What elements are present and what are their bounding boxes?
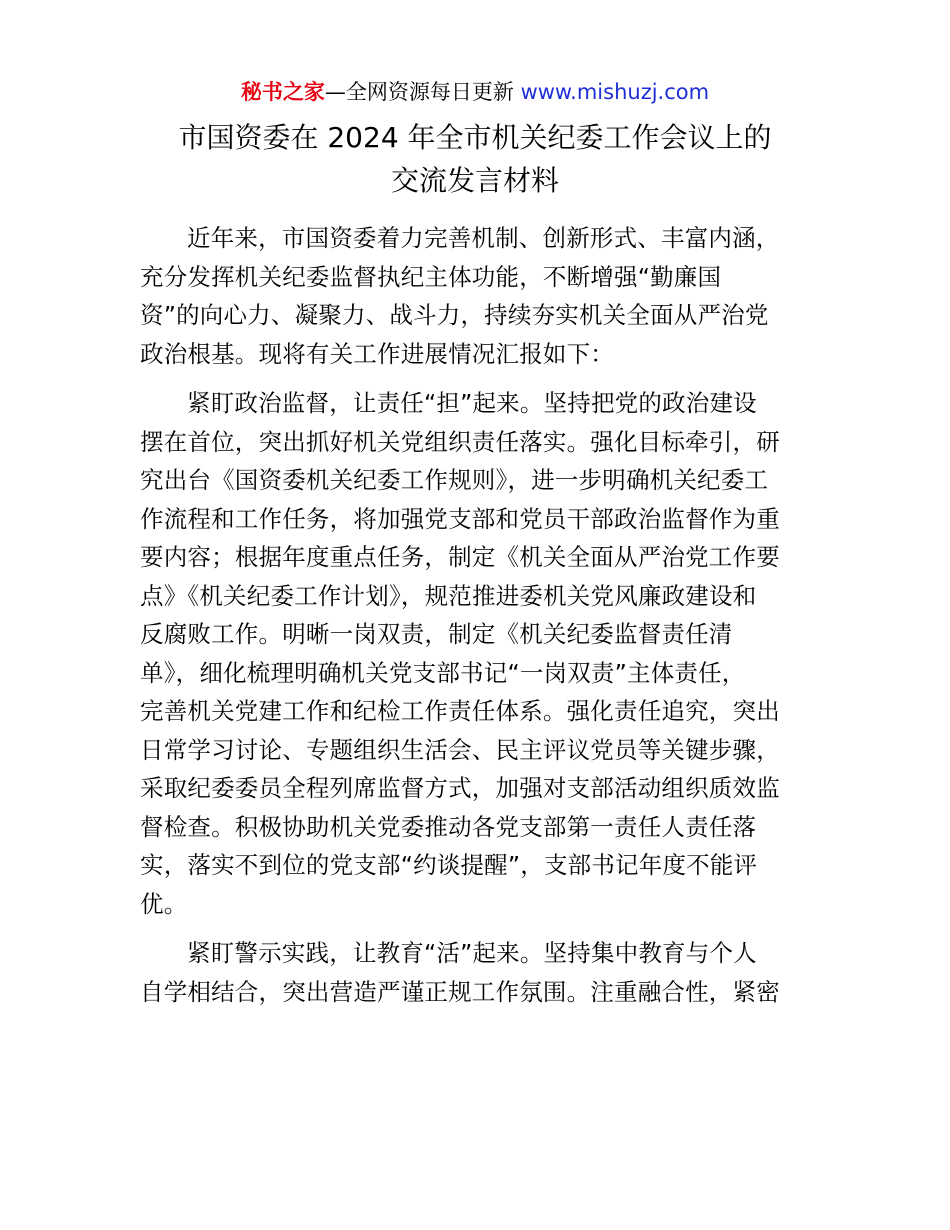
text-line: 督检查。积极协助机关党委推动各党支部第一责任人责任落 (140, 812, 757, 841)
text-line: 政治根基。现将有关工作进展情况汇报如下： (140, 339, 614, 368)
site-url-link[interactable]: www.mishuzj.com (520, 80, 710, 104)
text-line: 要内容；根据年度重点任务，制定《机关全面从严治党工作要 (140, 543, 780, 571)
paragraph-warning-education (140, 934, 812, 1011)
text-line: 摆在首位，突出抓好机关党组织责任落实。强化目标牵引，研 (140, 427, 780, 456)
text-line: 究出台《国资委机关纪委工作规则》，进一步明确机关纪委工 (140, 466, 769, 494)
paragraph-political-supervision (140, 384, 812, 923)
text-line: 反腐败工作。明晰一岗双责，制定《机关纪委监督责任清 (140, 620, 733, 648)
text-line: 充分发挥机关纪委监督执纪主体功能，不断增强“勤廉国 (140, 262, 722, 291)
text-line: 实，落实不到位的党支部“约谈提醒”，支部书记年度不能评 (140, 851, 758, 879)
brand-name: 秘书之家 (240, 80, 325, 104)
text-line: 日常学习讨论、专题组织生活会、民主评议党员等关键步骤， (140, 735, 780, 764)
text-line: 紧盯警示实践，让教育“活”起来。坚持集中教育与个人 (187, 939, 757, 967)
document-body (140, 219, 812, 1022)
text-line: 紧盯政治监督，让责任“担”起来。坚持把党的政治建设 (187, 389, 757, 417)
text-line: 完善机关党建工作和纪检工作责任体系。强化责任追究，突出 (140, 697, 780, 725)
text-line: 资”的向心力、凝聚力、战斗力，持续夯实机关全面从严治党 (140, 301, 769, 329)
header-tagline: —全网资源每日更新 (324, 80, 521, 104)
text-line: 作流程和工作任务，将加强党支部和党员干部政治监督作为重 (140, 504, 780, 533)
text-line: 优。 (140, 889, 188, 918)
text-line: 单》，细化梳理明确机关党支部书记“一岗双责”主体责任， (140, 658, 746, 687)
text-line: 自学相结合，突出营造严谨正规工作氛围。注重融合性，紧密 (140, 977, 780, 1006)
text-line: 采取纪委委员全程列席监督方式，加强对支部活动组织质效监 (140, 774, 780, 802)
title-line-1: 市国资委在 2024 年全市机关纪委工作会议上的 (178, 121, 772, 154)
document-title (0, 116, 950, 202)
site-header (0, 76, 950, 108)
text-line: 点》《机关纪委工作计划》，规范推进委机关党风廉政建设和 (140, 581, 757, 610)
paragraph-intro (140, 219, 812, 373)
title-line-2: 交流发言材料 (390, 164, 559, 197)
text-line: 近年来，市国资委着力完善机制、创新形式、丰富内涵， (187, 224, 780, 252)
